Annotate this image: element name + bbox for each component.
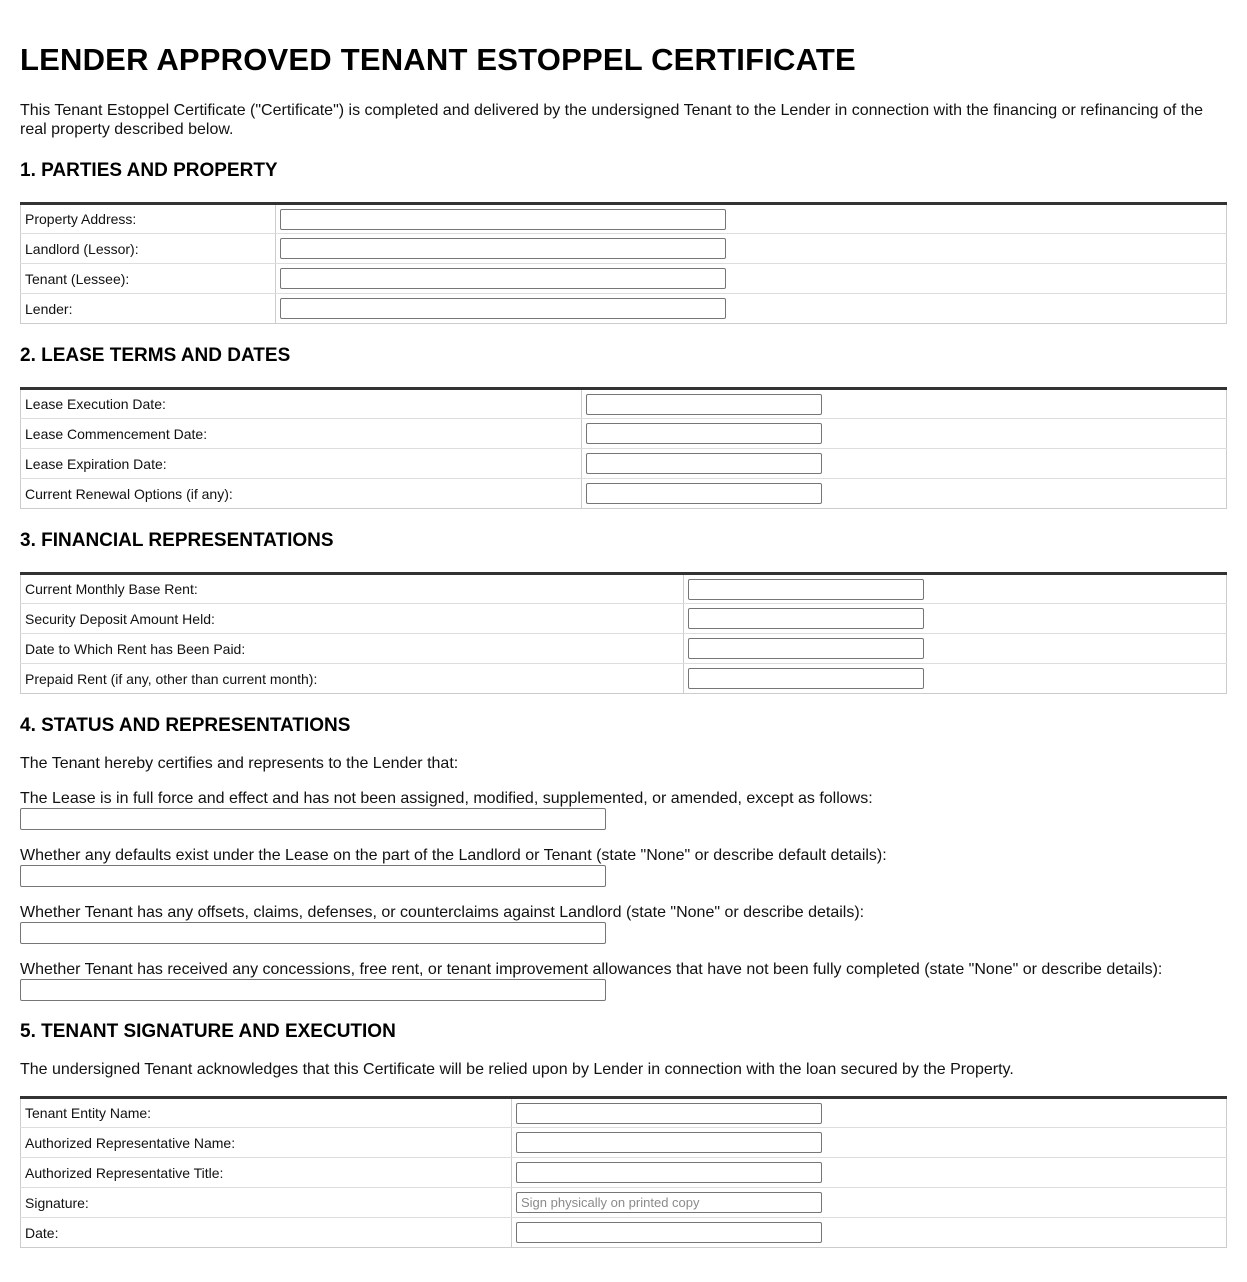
financial-table: [20, 572, 1227, 694]
field-label: Tenant (Lessee):: [21, 264, 276, 294]
field-cell: [276, 264, 1227, 294]
parties-property-table: [20, 202, 1227, 324]
section-5-heading: 5. TENANT SIGNATURE AND EXECUTION: [20, 1021, 396, 1042]
section-4-intro: The Tenant hereby certifies and represents to the Lender that:: [20, 755, 459, 772]
field-label: Lease Commencement Date:: [21, 419, 582, 449]
offsets-input[interactable]: [20, 922, 606, 944]
field-cell: [582, 419, 1227, 449]
tenant-entity-name-input[interactable]: [516, 1103, 822, 1124]
lease-execution-date-input[interactable]: [586, 394, 822, 415]
lease-status-input[interactable]: [20, 808, 606, 830]
lease-terms-table: [20, 387, 1227, 509]
field-label: Current Monthly Base Rent:: [21, 574, 684, 604]
signature-table: [20, 1096, 1227, 1248]
table-row: [21, 1098, 1227, 1128]
intro-paragraph: This Tenant Estoppel Certificate ("Certificate") is completed and delivered by the undersigned Tenant to the Lender in connection with the financing or refinancing of the real property described below.: [20, 102, 1204, 138]
table-row: [21, 634, 1227, 664]
field-label: Date to Which Rent has Been Paid:: [21, 634, 684, 664]
table-row: [21, 1128, 1227, 1158]
representative-name-input[interactable]: [516, 1132, 822, 1153]
section-4-heading: 4. STATUS AND REPRESENTATIONS: [20, 715, 351, 736]
field-cell: [276, 204, 1227, 234]
representative-title-input[interactable]: [516, 1162, 822, 1183]
table-row: [21, 389, 1227, 419]
date-input[interactable]: [516, 1222, 822, 1243]
security-deposit-input[interactable]: [688, 608, 924, 629]
field-cell: [684, 634, 1227, 664]
field-cell: [512, 1128, 1227, 1158]
concessions-input[interactable]: [20, 979, 606, 1001]
concessions-label: Whether Tenant has received any concessions, free rent, or tenant improvement allowances that have not been fully completed (state "None" or describe details):: [20, 961, 1163, 978]
table-row: [21, 1218, 1227, 1248]
field-label: Prepaid Rent (if any, other than current month):: [21, 664, 684, 694]
field-label: Signature:: [21, 1188, 512, 1218]
landlord-input[interactable]: [280, 238, 726, 259]
table-row: [21, 574, 1227, 604]
table-row: [21, 204, 1227, 234]
table-row: [21, 419, 1227, 449]
field-cell: [276, 234, 1227, 264]
field-cell: [684, 574, 1227, 604]
table-row: [21, 1158, 1227, 1188]
table-row: [21, 1188, 1227, 1218]
table-row: [21, 479, 1227, 509]
field-label: Lease Execution Date:: [21, 389, 582, 419]
lender-input[interactable]: [280, 298, 726, 319]
field-label: Date:: [21, 1218, 512, 1248]
property-address-input[interactable]: [280, 209, 726, 230]
field-label: Authorized Representative Name:: [21, 1128, 512, 1158]
field-cell: [512, 1098, 1227, 1128]
defaults-input[interactable]: [20, 865, 606, 887]
tenant-input[interactable]: [280, 268, 726, 289]
field-cell: [684, 664, 1227, 694]
prepaid-rent-input[interactable]: [688, 668, 924, 689]
page-title: LENDER APPROVED TENANT ESTOPPEL CERTIFICATE: [20, 42, 856, 77]
monthly-base-rent-input[interactable]: [688, 579, 924, 600]
field-label: Authorized Representative Title:: [21, 1158, 512, 1188]
field-label: Lender:: [21, 294, 276, 324]
rent-paid-date-input[interactable]: [688, 638, 924, 659]
signature-input[interactable]: Sign physically on printed copy: [516, 1192, 822, 1213]
table-row: [21, 449, 1227, 479]
offsets-label: Whether Tenant has any offsets, claims, defenses, or counterclaims against Landlord (state "None" or describe details):: [20, 904, 865, 921]
field-label: Property Address:: [21, 204, 276, 234]
section-3-heading: 3. FINANCIAL REPRESENTATIONS: [20, 530, 334, 551]
renewal-options-input[interactable]: [586, 483, 822, 504]
field-cell: [582, 479, 1227, 509]
table-row: [21, 234, 1227, 264]
field-cell: [684, 604, 1227, 634]
field-cell: [276, 294, 1227, 324]
field-label: Security Deposit Amount Held:: [21, 604, 684, 634]
field-cell: [512, 1158, 1227, 1188]
section-2-heading: 2. LEASE TERMS AND DATES: [20, 345, 291, 366]
field-cell: [512, 1218, 1227, 1248]
section-5-intro: The undersigned Tenant acknowledges that this Certificate will be relied upon by Lender in connection with the loan secured by the Property.: [20, 1061, 1014, 1078]
table-row: [21, 294, 1227, 324]
defaults-label: Whether any defaults exist under the Lease on the part of the Landlord or Tenant (state "None" or describe default details):: [20, 847, 887, 864]
lease-expiration-date-input[interactable]: [586, 453, 822, 474]
lease-commencement-date-input[interactable]: [586, 423, 822, 444]
field-label: Lease Expiration Date:: [21, 449, 582, 479]
table-row: [21, 264, 1227, 294]
lease-status-label: The Lease is in full force and effect and has not been assigned, modified, supplemented, or amended, except as follows:: [20, 790, 873, 807]
field-label: Landlord (Lessor):: [21, 234, 276, 264]
field-cell: [582, 449, 1227, 479]
field-label: Tenant Entity Name:: [21, 1098, 512, 1128]
table-row: [21, 604, 1227, 634]
table-row: [21, 664, 1227, 694]
field-cell: [582, 389, 1227, 419]
section-1-heading: 1. PARTIES AND PROPERTY: [20, 160, 278, 181]
field-label: Current Renewal Options (if any):: [21, 479, 582, 509]
field-cell: [512, 1188, 1227, 1218]
